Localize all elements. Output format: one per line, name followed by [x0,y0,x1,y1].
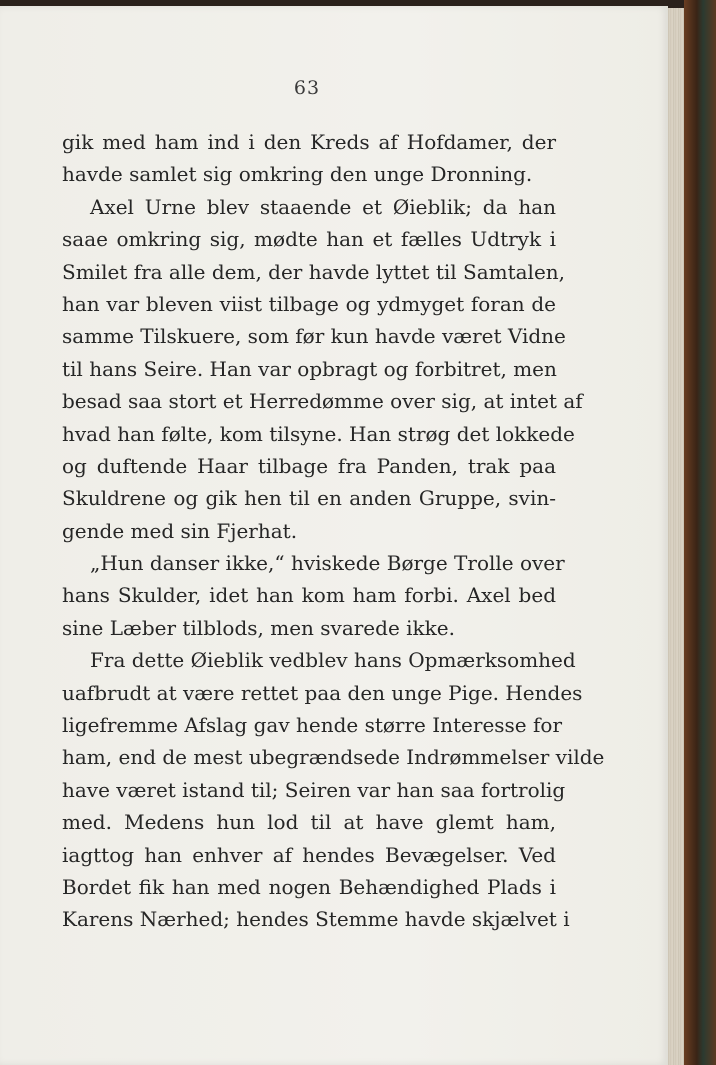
text-line: hans Skulder, idet han kom ham forbi. Axel bed [62,583,556,608]
text-line: Karens Nærhed; hendes Stemme havde skjælvet i [62,907,570,932]
text-line: havde samlet sig omkring den unge Dronning. [62,162,533,187]
text-line: gik med ham ind i den Kreds af Hofdamer, der [62,130,556,154]
text-line: Skuldrene og gik hen til en anden Gruppe, svin- [62,486,556,511]
text-line: have været istand til; Seiren var han saa fortrolig [62,777,566,802]
text-line: ham, end de mest ubegrændsede Indrømmelser vilde [62,745,605,770]
text-line: Fra dette Øieblik vedblev hans Opmærksomhed [90,648,576,673]
text-line: Smilet fra alle dem, der havde lyttet til Samtalen, [62,259,566,284]
page-number: 63 [293,77,321,99]
book-page [0,6,668,1065]
text-line: og duftende Haar tilbage fra Panden, trak paa [62,453,556,478]
text-line: hvad han følte, kom tilsyne. Han strøg det lokkede [62,421,575,446]
text-line: iagttog han enhver af hendes Bevægelser. Ved [62,842,556,867]
text-line: Bordet fik han med nogen Behændighed Plads i [62,874,556,899]
text-line: med. Medens hun lod til at have glemt ham, [62,810,556,835]
text-line: uafbrudt at være rettet paa den unge Pige. Hendes [62,680,583,705]
body-text [62,126,605,936]
text-line: besad saa stort et Herredømme over sig, at intet af [62,389,583,414]
text-line: ligefremme Afslag gav hende større Interesse for [62,713,562,738]
book-cover-edge [684,0,716,1065]
text-line: han var bleven viist tilbage og ydmyget foran de [62,291,556,316]
text-line: til hans Seire. Han var opbragt og forbitret, men [62,356,557,381]
text-line: Axel Urne blev staaende et Øieblik; da han [90,194,556,219]
text-line: gende med sin Fjerhat. [62,518,298,543]
text-line: sine Læber tilblods, men svarede ikke. [62,615,455,640]
text-line: samme Tilskuere, som før kun havde været Vidne [62,324,566,349]
text-line: „Hun danser ikke,“ hviskede Børge Trolle over [90,551,565,576]
text-line: saae omkring sig, mødte han et fælles Udtryk i [62,227,556,252]
